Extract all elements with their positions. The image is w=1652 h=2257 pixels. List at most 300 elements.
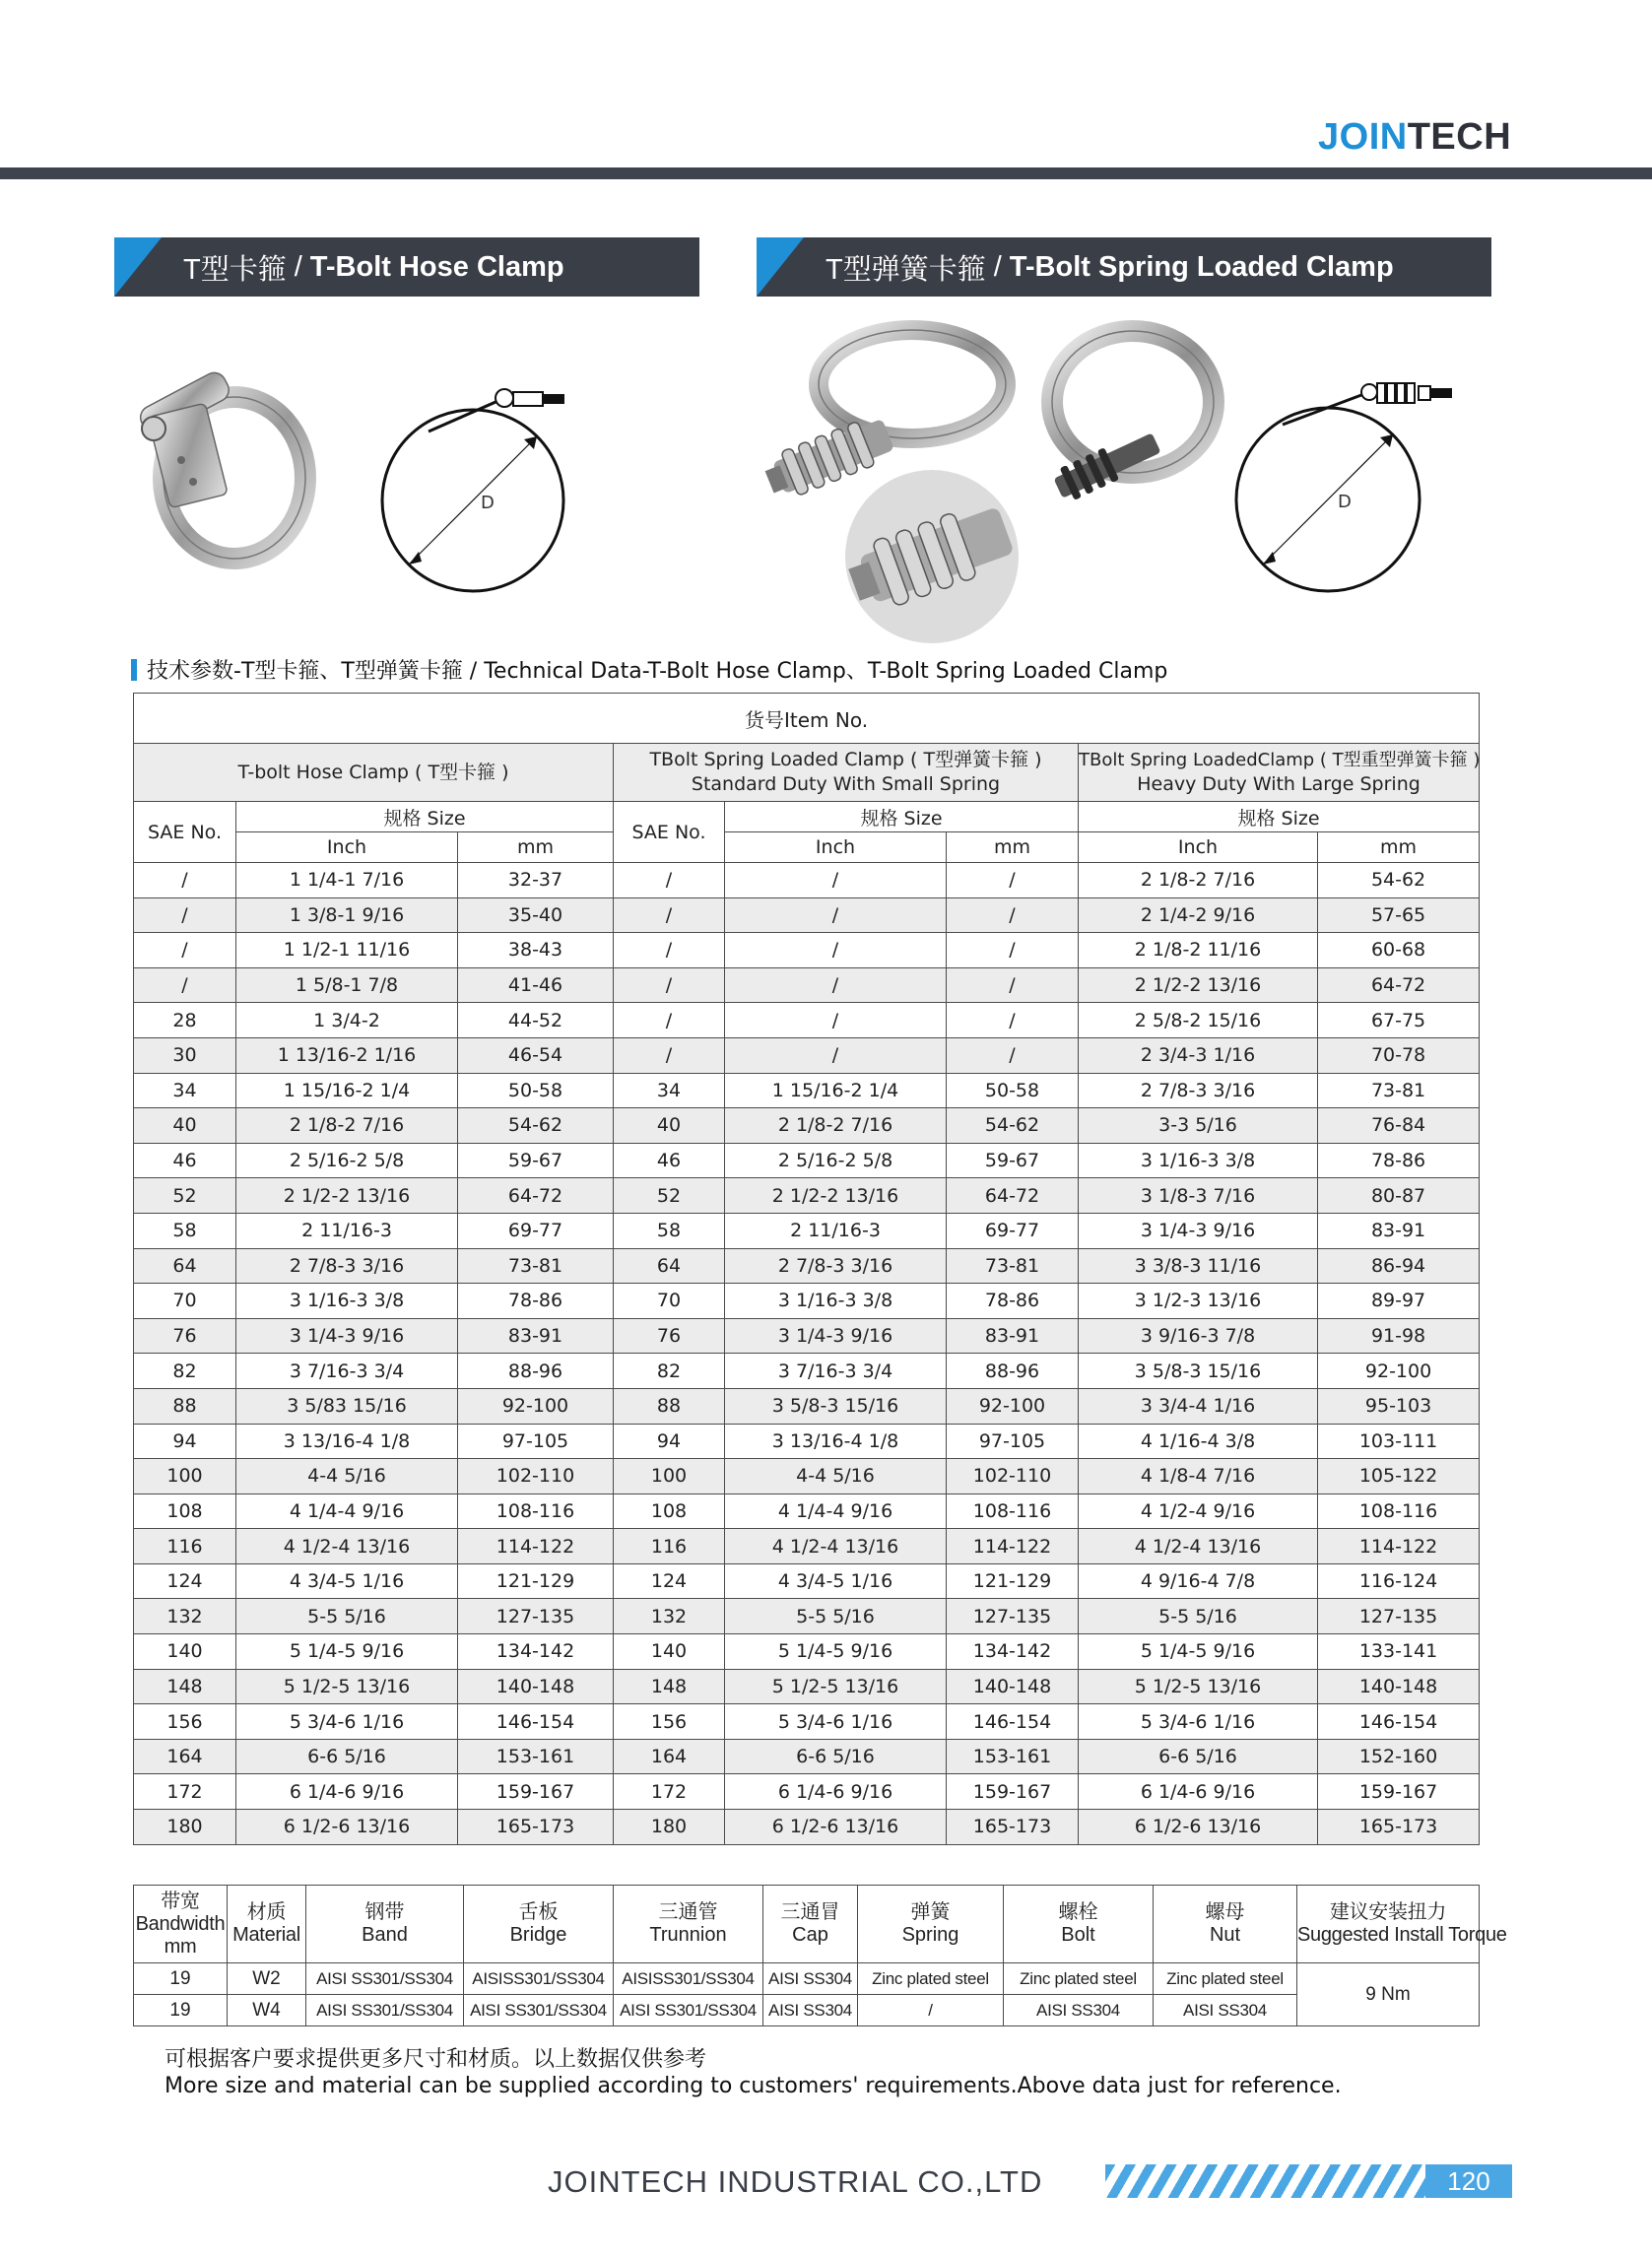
cell-heavy-inch-size: 6 1/4-6 9/16	[1079, 1774, 1318, 1810]
cell-spring-sae-no: 46	[614, 1143, 725, 1178]
cell-sae-no: 28	[134, 1003, 236, 1038]
header-torque-en: Suggested Install Torque	[1297, 1924, 1507, 1946]
header-nut-zh: 螺母	[1205, 1901, 1245, 1923]
cell-spring-inch-size: 4 3/4-5 1/16	[725, 1563, 947, 1599]
cell-heavy-inch-size: 4 1/2-4 13/16	[1079, 1529, 1318, 1564]
cell-cap: AISI SS304	[763, 1995, 858, 2026]
cell-heavy-mm-size: 60-68	[1318, 933, 1480, 968]
cell-heavy-inch-size: 2 1/8-2 11/16	[1079, 933, 1318, 968]
cell-spring-sae-no: 148	[614, 1669, 725, 1704]
diameter-label: D	[1338, 492, 1352, 512]
cell-spring-sae-no: 76	[614, 1318, 725, 1354]
table-row	[134, 897, 1480, 933]
banner-title-zh: T型卡箍	[183, 253, 287, 286]
cell-sae-no: 100	[134, 1459, 236, 1494]
cell-spring-sae-no: /	[614, 863, 725, 898]
cell-heavy-inch-size: 5 1/4-5 9/16	[1079, 1634, 1318, 1670]
cell-mm-size: 54-62	[458, 1108, 614, 1144]
cell-inch-size: 2 5/16-2 5/8	[236, 1143, 458, 1178]
cell-spring-inch-size: /	[725, 863, 947, 898]
cell-nut: AISI SS304	[1154, 1995, 1297, 2026]
size-header: 规格 Size	[236, 802, 614, 832]
header-bridge-zh: 舌板	[518, 1901, 559, 1923]
diameter-label: D	[481, 493, 495, 513]
cell-mm-size: 108-116	[458, 1494, 614, 1529]
material-row	[134, 1963, 1480, 1995]
size-header: 规格 Size	[1079, 802, 1480, 832]
cell-heavy-inch-size: 3 3/4-4 1/16	[1079, 1388, 1318, 1424]
cell-heavy-mm-size: 95-103	[1318, 1388, 1480, 1424]
footer-company-name: JOINTECH INDUSTRIAL CO.,LTD	[548, 2164, 1043, 2199]
cell-heavy-mm-size: 152-160	[1318, 1739, 1480, 1774]
header-trunnion-en: Trunnion	[649, 1924, 727, 1946]
cell-spring-inch-size: 6 1/2-6 13/16	[725, 1810, 947, 1845]
cell-spring-sae-no: /	[614, 1003, 725, 1038]
cell-mm-size: 32-37	[458, 863, 614, 898]
cell-mm-size: 83-91	[458, 1318, 614, 1354]
cell-spring-mm-size: 88-96	[947, 1354, 1079, 1389]
table-row	[134, 1494, 1480, 1529]
cell-heavy-inch-size: 4 9/16-4 7/8	[1079, 1563, 1318, 1599]
cell-spring-inch-size: 2 1/8-2 7/16	[725, 1108, 947, 1144]
cell-heavy-mm-size: 114-122	[1318, 1529, 1480, 1564]
cell-spring-mm-size: /	[947, 1037, 1079, 1073]
cell-heavy-mm-size: 140-148	[1318, 1669, 1480, 1704]
cell-mm-size: 97-105	[458, 1424, 614, 1459]
cell-sae-no: 172	[134, 1774, 236, 1810]
sae-header: SAE No.	[134, 802, 236, 863]
cell-spring-inch-size: 5 3/4-6 1/16	[725, 1704, 947, 1740]
material-row	[134, 1995, 1480, 2026]
cell-inch-size: 2 1/8-2 7/16	[236, 1108, 458, 1144]
cell-heavy-inch-size: 4 1/2-4 9/16	[1079, 1494, 1318, 1529]
reference-note-zh: 可根据客户要求提供更多尺寸和材质。以上数据仅供参考	[165, 2047, 707, 2072]
brand-logo	[1318, 116, 1511, 159]
header-material-en: Material	[232, 1924, 300, 1946]
cell-spring-inch-size: 4 1/4-4 9/16	[725, 1494, 947, 1529]
table-row	[134, 1774, 1480, 1810]
cell-heavy-inch-size: 4 1/16-4 3/8	[1079, 1424, 1318, 1459]
cell-sae-no: 88	[134, 1388, 236, 1424]
cell-spring-inch-size: 6-6 5/16	[725, 1739, 947, 1774]
cell-spring-sae-no: 94	[614, 1424, 725, 1459]
cell-sae-no: 94	[134, 1424, 236, 1459]
cell-spring-mm-size: 83-91	[947, 1318, 1079, 1354]
cell-inch-size: 4-4 5/16	[236, 1459, 458, 1494]
cell-heavy-inch-size: 5-5 5/16	[1079, 1599, 1318, 1634]
cell-inch-size: 1 13/16-2 1/16	[236, 1037, 458, 1073]
banner-separator: /	[294, 250, 302, 283]
table-row	[134, 1213, 1480, 1248]
cell-spring-mm-size: /	[947, 933, 1079, 968]
page-number: 120	[1425, 2164, 1512, 2198]
cell-spring-sae-no: 172	[614, 1774, 725, 1810]
cell-spring-inch-size: 3 1/4-3 9/16	[725, 1318, 947, 1354]
cell-mm-size: 38-43	[458, 933, 614, 968]
cell-heavy-inch-size: 6 1/2-6 13/16	[1079, 1810, 1318, 1845]
cell-mm-size: 134-142	[458, 1634, 614, 1670]
cell-heavy-mm-size: 165-173	[1318, 1810, 1480, 1845]
cell-heavy-inch-size: 5 1/2-5 13/16	[1079, 1669, 1318, 1704]
cell-bandwidth: 19	[134, 1995, 228, 2026]
cell-spring-inch-size: 5 1/4-5 9/16	[725, 1634, 947, 1670]
table-row	[134, 1810, 1480, 1845]
cell-inch-size: 1 1/4-1 7/16	[236, 863, 458, 898]
cell-sae-no: 124	[134, 1563, 236, 1599]
cell-spring-mm-size: /	[947, 967, 1079, 1003]
reference-note-en: More size and material can be supplied according to customers' requirements.Above data just for reference.	[165, 2074, 1342, 2098]
cell-sae-no: 180	[134, 1810, 236, 1845]
cell-spring-inch-size: 5 1/2-5 13/16	[725, 1669, 947, 1704]
cell-heavy-mm-size: 127-135	[1318, 1599, 1480, 1634]
table-row	[134, 1424, 1480, 1459]
table-row	[134, 1529, 1480, 1564]
cell-mm-size: 44-52	[458, 1003, 614, 1038]
footer-stripes	[1105, 2164, 1425, 2198]
cell-heavy-mm-size: 159-167	[1318, 1774, 1480, 1810]
cell-spring-inch-size: 3 1/16-3 3/8	[725, 1284, 947, 1319]
cell-sae-no: 52	[134, 1178, 236, 1214]
cell-trunnion: AISISS301/SS304	[614, 1963, 763, 1995]
header-spring-en: Spring	[901, 1924, 959, 1946]
cell-inch-size: 3 13/16-4 1/8	[236, 1424, 458, 1459]
table-row	[134, 1178, 1480, 1214]
cell-sae-no: 30	[134, 1037, 236, 1073]
cell-mm-size: 102-110	[458, 1459, 614, 1494]
group-header-spring-standard	[614, 744, 1079, 802]
cell-inch-size: 2 11/16-3	[236, 1213, 458, 1248]
cell-inch-size: 3 5/83 15/16	[236, 1388, 458, 1424]
cell-inch-size: 3 7/16-3 3/4	[236, 1354, 458, 1389]
cell-heavy-inch-size: 3 3/8-3 11/16	[1079, 1248, 1318, 1284]
cell-spring-inch-size: 5-5 5/16	[725, 1599, 947, 1634]
cell-spring-mm-size: 159-167	[947, 1774, 1079, 1810]
cell-heavy-mm-size: 103-111	[1318, 1424, 1480, 1459]
cell-spring-sae-no: 52	[614, 1178, 725, 1214]
cell-heavy-mm-size: 86-94	[1318, 1248, 1480, 1284]
cell-sae-no: 140	[134, 1634, 236, 1670]
header-bandwidth-unit: mm	[164, 1935, 197, 1958]
cell-spring: Zinc plated steel	[858, 1963, 1004, 1995]
banner-title-en: T-Bolt Hose Clamp	[309, 250, 564, 283]
cell-inch-size: 4 3/4-5 1/16	[236, 1563, 458, 1599]
cell-sae-no: /	[134, 967, 236, 1003]
cell-spring-inch-size: 2 11/16-3	[725, 1213, 947, 1248]
spring-loaded-clamp-photo-small	[764, 310, 1021, 645]
group-header-spring-heavy-line-2: Heavy Duty With Large Spring	[1137, 773, 1421, 795]
cell-mm-size: 78-86	[458, 1284, 614, 1319]
cell-heavy-mm-size: 54-62	[1318, 863, 1480, 898]
banner-title-en: T-Bolt Spring Loaded Clamp	[1009, 250, 1394, 283]
table-row	[134, 1563, 1480, 1599]
cell-inch-size: 1 1/2-1 11/16	[236, 933, 458, 968]
cell-spring-mm-size: 59-67	[947, 1143, 1079, 1178]
cell-cap: AISI SS304	[763, 1963, 858, 1995]
spring-loaded-clamp-diagram	[1222, 369, 1468, 596]
spring-loaded-clamp-photo-large	[1034, 313, 1231, 510]
cell-sae-no: 58	[134, 1213, 236, 1248]
cell-heavy-inch-size: 4 1/8-4 7/16	[1079, 1459, 1318, 1494]
table-row	[134, 1003, 1480, 1038]
cell-spring-sae-no: 40	[614, 1108, 725, 1144]
cell-inch-size: 5 3/4-6 1/16	[236, 1704, 458, 1740]
cell-mm-size: 121-129	[458, 1563, 614, 1599]
header-bridge	[464, 1886, 614, 1963]
table-row	[134, 1284, 1480, 1319]
cell-sae-no: 148	[134, 1669, 236, 1704]
cell-inch-size: 6 1/2-6 13/16	[236, 1810, 458, 1845]
table-row	[134, 1459, 1480, 1494]
table-caption: 货号Item No.	[134, 694, 1480, 744]
cell-sae-no: 46	[134, 1143, 236, 1178]
cell-heavy-inch-size: 2 7/8-3 3/16	[1079, 1073, 1318, 1108]
cell-heavy-inch-size: 3 9/16-3 7/8	[1079, 1318, 1318, 1354]
cell-mm-size: 146-154	[458, 1704, 614, 1740]
cell-spring-sae-no: 100	[614, 1459, 725, 1494]
table-row	[134, 1143, 1480, 1178]
cell-inch-size: 1 15/16-2 1/4	[236, 1073, 458, 1108]
table-row	[134, 1634, 1480, 1670]
cell-spring-sae-no: /	[614, 967, 725, 1003]
cell-sae-no: 64	[134, 1248, 236, 1284]
mm-header: mm	[1318, 832, 1480, 863]
cell-spring-inch-size: 2 7/8-3 3/16	[725, 1248, 947, 1284]
cell-bridge: AISI SS301/SS304	[464, 1995, 614, 2026]
cell-spring-sae-no: 116	[614, 1529, 725, 1564]
cell-heavy-mm-size: 76-84	[1318, 1108, 1480, 1144]
cell-sae-no: 116	[134, 1529, 236, 1564]
cell-spring-sae-no: 180	[614, 1810, 725, 1845]
table-row	[134, 1354, 1480, 1389]
cell-heavy-mm-size: 146-154	[1318, 1704, 1480, 1740]
cell-heavy-inch-size: 3 5/8-3 15/16	[1079, 1354, 1318, 1389]
cell-spring-sae-no: 156	[614, 1704, 725, 1740]
cell-spring-inch-size: 2 5/16-2 5/8	[725, 1143, 947, 1178]
cell-spring-inch-size: 6 1/4-6 9/16	[725, 1774, 947, 1810]
header-torque	[1297, 1886, 1507, 1963]
cell-heavy-inch-size: 2 3/4-3 1/16	[1079, 1037, 1318, 1073]
cell-mm-size: 73-81	[458, 1248, 614, 1284]
cell-mm-size: 153-161	[458, 1739, 614, 1774]
cell-spring-mm-size: 54-62	[947, 1108, 1079, 1144]
cell-mm-size: 35-40	[458, 897, 614, 933]
cell-spring-mm-size: 134-142	[947, 1634, 1079, 1670]
header-material-zh: 材质	[246, 1901, 287, 1923]
reference-note	[165, 2046, 1342, 2099]
table-row	[134, 967, 1480, 1003]
cell-inch-size: 4 1/4-4 9/16	[236, 1494, 458, 1529]
mm-header: mm	[947, 832, 1079, 863]
cell-mm-size: 92-100	[458, 1388, 614, 1424]
cell-spring-sae-no: 124	[614, 1563, 725, 1599]
materials-table	[133, 1885, 1507, 2026]
cell-inch-size: 1 5/8-1 7/8	[236, 967, 458, 1003]
cell-spring-sae-no: 88	[614, 1388, 725, 1424]
header-divider-bar	[0, 167, 1652, 179]
cell-heavy-mm-size: 57-65	[1318, 897, 1480, 933]
section-title-text: 技术参数-T型卡箍、T型弹簧卡箍 / Technical Data-T-Bolt Hose Clamp、T-Bolt Spring Loaded Clamp	[147, 659, 1168, 684]
cell-inch-size: 5 1/4-5 9/16	[236, 1634, 458, 1670]
banner-t-bolt-hose-clamp	[114, 237, 699, 297]
header-bolt-zh: 螺栓	[1058, 1901, 1098, 1923]
cell-sae-no: 164	[134, 1739, 236, 1774]
cell-spring-mm-size: 92-100	[947, 1388, 1079, 1424]
size-header: 规格 Size	[725, 802, 1079, 832]
cell-mm-size: 64-72	[458, 1178, 614, 1214]
mm-header: mm	[458, 832, 614, 863]
table-row	[134, 1704, 1480, 1740]
cell-heavy-mm-size: 83-91	[1318, 1213, 1480, 1248]
inch-header: Inch	[725, 832, 947, 863]
cell-mm-size: 59-67	[458, 1143, 614, 1178]
cell-bolt: Zinc plated steel	[1004, 1963, 1154, 1995]
cell-torque: 9 Nm	[1297, 1963, 1480, 2026]
header-bandwidth-en: Bandwidth	[135, 1912, 226, 1935]
cell-heavy-mm-size: 78-86	[1318, 1143, 1480, 1178]
technical-data-table	[133, 693, 1480, 1845]
cell-spring-mm-size: 78-86	[947, 1284, 1079, 1319]
banner-accent	[757, 237, 804, 297]
cell-spring-mm-size: 121-129	[947, 1563, 1079, 1599]
cell-heavy-inch-size: 3 1/16-3 3/8	[1079, 1143, 1318, 1178]
group-header-spring-standard-line-1: TBolt Spring Loaded Clamp ( T型弹簧卡箍 )	[649, 749, 1042, 770]
cell-spring-inch-size: /	[725, 897, 947, 933]
cell-spring-sae-no: 64	[614, 1248, 725, 1284]
cell-spring-mm-size: 102-110	[947, 1459, 1079, 1494]
cell-material: W4	[228, 1995, 306, 2026]
cell-heavy-mm-size: 64-72	[1318, 967, 1480, 1003]
header-cap	[763, 1886, 858, 1963]
cell-heavy-mm-size: 70-78	[1318, 1037, 1480, 1073]
cell-heavy-mm-size: 89-97	[1318, 1284, 1480, 1319]
cell-bandwidth: 19	[134, 1963, 228, 1995]
cell-sae-no: 156	[134, 1704, 236, 1740]
cell-heavy-inch-size: 3 1/2-3 13/16	[1079, 1284, 1318, 1319]
cell-heavy-inch-size: 2 1/4-2 9/16	[1079, 897, 1318, 933]
cell-spring-inch-size: /	[725, 1003, 947, 1038]
cell-spring-inch-size: /	[725, 967, 947, 1003]
table-row	[134, 1388, 1480, 1424]
cell-spring-mm-size: 140-148	[947, 1669, 1079, 1704]
t-bolt-clamp-diagram	[374, 374, 586, 596]
header-bolt	[1004, 1886, 1154, 1963]
table-row	[134, 1248, 1480, 1284]
table-row	[134, 933, 1480, 968]
cell-heavy-inch-size: 2 1/2-2 13/16	[1079, 967, 1318, 1003]
cell-heavy-inch-size: 2 1/8-2 7/16	[1079, 863, 1318, 898]
cell-spring-inch-size: 4-4 5/16	[725, 1459, 947, 1494]
cell-heavy-inch-size: 3-3 5/16	[1079, 1108, 1318, 1144]
cell-bolt: AISI SS304	[1004, 1995, 1154, 2026]
cell-inch-size: 2 1/2-2 13/16	[236, 1178, 458, 1214]
cell-sae-no: 40	[134, 1108, 236, 1144]
header-bandwidth	[134, 1886, 228, 1963]
table-row	[134, 1739, 1480, 1774]
header-trunnion-zh: 三通管	[658, 1901, 718, 1923]
cell-spring-sae-no: 58	[614, 1213, 725, 1248]
cell-spring-mm-size: 97-105	[947, 1424, 1079, 1459]
cell-mm-size: 114-122	[458, 1529, 614, 1564]
cell-spring-mm-size: 64-72	[947, 1178, 1079, 1214]
cell-spring-mm-size: 165-173	[947, 1810, 1079, 1845]
banner-separator: /	[993, 250, 1002, 283]
cell-spring-mm-size: 69-77	[947, 1213, 1079, 1248]
cell-spring-sae-no: 132	[614, 1599, 725, 1634]
cell-heavy-inch-size: 5 3/4-6 1/16	[1079, 1704, 1318, 1740]
table-row	[134, 1108, 1480, 1144]
cell-heavy-mm-size: 73-81	[1318, 1073, 1480, 1108]
cell-heavy-mm-size: 105-122	[1318, 1459, 1480, 1494]
cell-spring-sae-no: /	[614, 933, 725, 968]
group-header-spring-standard-line-2: Standard Duty With Small Spring	[691, 773, 1001, 795]
cell-material: W2	[228, 1963, 306, 1995]
table-row	[134, 1037, 1480, 1073]
cell-heavy-mm-size: 108-116	[1318, 1494, 1480, 1529]
cell-mm-size: 140-148	[458, 1669, 614, 1704]
header-cap-en: Cap	[792, 1924, 828, 1946]
cell-heavy-mm-size: 92-100	[1318, 1354, 1480, 1389]
logo-part-2: TECH	[1407, 116, 1512, 158]
cell-mm-size: 165-173	[458, 1810, 614, 1845]
cell-heavy-mm-size: 91-98	[1318, 1318, 1480, 1354]
t-bolt-clamp-photo	[118, 340, 315, 571]
cell-inch-size: 6-6 5/16	[236, 1739, 458, 1774]
cell-spring-mm-size: 114-122	[947, 1529, 1079, 1564]
cell-spring-sae-no: 70	[614, 1284, 725, 1319]
header-bandwidth-zh: 带宽	[161, 1890, 200, 1912]
group-header-spring-heavy-line-1: TBolt Spring LoadedClamp ( T型重型弹簧卡箍 )	[1079, 750, 1481, 770]
cell-sae-no: /	[134, 933, 236, 968]
cell-sae-no: 82	[134, 1354, 236, 1389]
cell-spring-inch-size: /	[725, 933, 947, 968]
cell-inch-size: 1 3/8-1 9/16	[236, 897, 458, 933]
cell-spring-sae-no: 34	[614, 1073, 725, 1108]
cell-band: AISI SS301/SS304	[306, 1995, 464, 2026]
cell-mm-size: 50-58	[458, 1073, 614, 1108]
header-bolt-en: Bolt	[1061, 1924, 1095, 1946]
cell-spring-sae-no: 164	[614, 1739, 725, 1774]
cell-inch-size: 6 1/4-6 9/16	[236, 1774, 458, 1810]
table-row	[134, 1073, 1480, 1108]
header-torque-zh: 建议安装扭力	[1329, 1901, 1447, 1923]
cell-band: AISI SS301/SS304	[306, 1963, 464, 1995]
cell-trunnion: AISI SS301/SS304	[614, 1995, 763, 2026]
cell-mm-size: 46-54	[458, 1037, 614, 1073]
cell-spring-mm-size: /	[947, 1003, 1079, 1038]
cell-spring-mm-size: 127-135	[947, 1599, 1079, 1634]
sae-header: SAE No.	[614, 802, 725, 863]
cell-heavy-mm-size: 67-75	[1318, 1003, 1480, 1038]
cell-spring-mm-size: 146-154	[947, 1704, 1079, 1740]
group-header-t-bolt-text: T-bolt Hose Clamp ( T型卡箍 )	[237, 761, 509, 783]
cell-sae-no: /	[134, 897, 236, 933]
cell-spring-sae-no: 108	[614, 1494, 725, 1529]
cell-sae-no: /	[134, 863, 236, 898]
table-row	[134, 1318, 1480, 1354]
cell-inch-size: 3 1/4-3 9/16	[236, 1318, 458, 1354]
cell-inch-size: 2 7/8-3 3/16	[236, 1248, 458, 1284]
header-band-zh: 钢带	[364, 1901, 405, 1923]
cell-sae-no: 34	[134, 1073, 236, 1108]
cell-spring-mm-size: 73-81	[947, 1248, 1079, 1284]
banner-t-bolt-spring-loaded-clamp	[757, 237, 1491, 297]
cell-mm-size: 88-96	[458, 1354, 614, 1389]
logo-part-1: JOIN	[1318, 116, 1408, 158]
cell-spring-mm-size: /	[947, 863, 1079, 898]
cell-heavy-mm-size: 116-124	[1318, 1563, 1480, 1599]
cell-inch-size: 5-5 5/16	[236, 1599, 458, 1634]
header-spring-zh: 弹簧	[910, 1901, 951, 1923]
